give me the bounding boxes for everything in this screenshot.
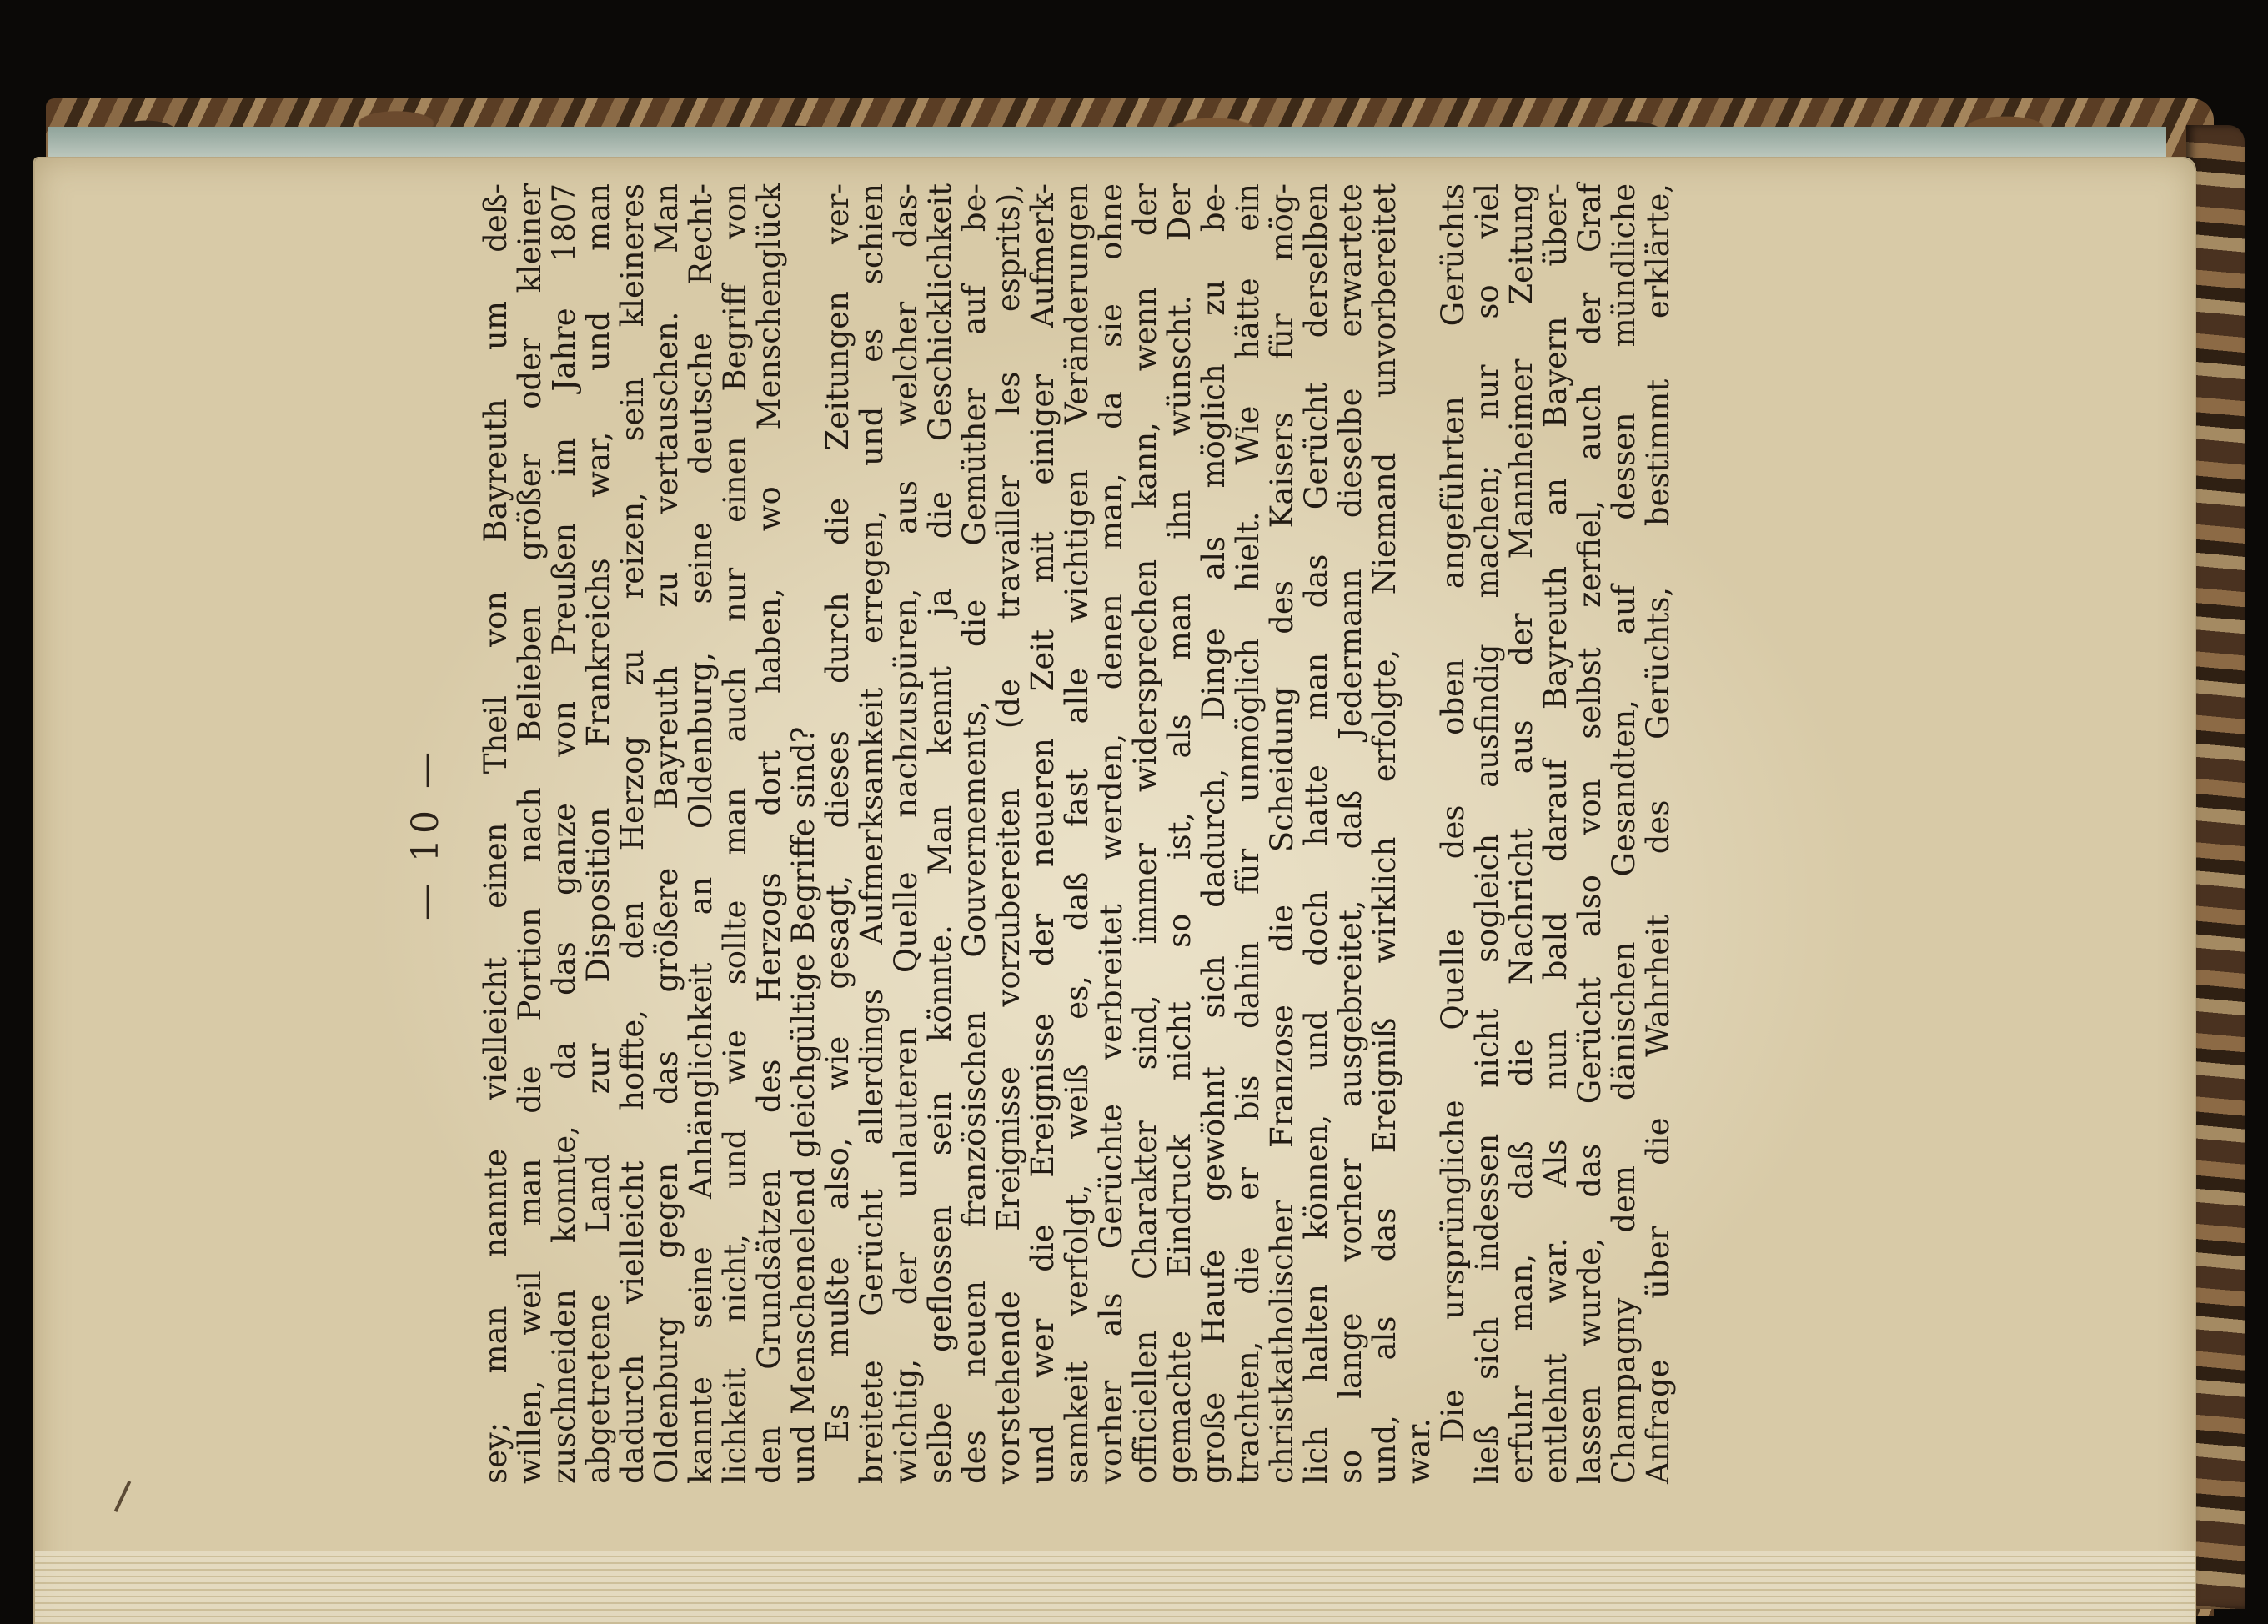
text-line: Es mußte also, wie gesagt, dieses durch die Zeitungen ver-	[820, 183, 856, 1442]
rotated-text-block	[404, 183, 1676, 1484]
text-line: lichkeit nicht, und wie sollte man auch nur einen Begriff von	[717, 183, 753, 1484]
text-line: dadurch vielleicht hoffte, den Herzog zu reizen, sein kleineres	[615, 183, 650, 1484]
text-line: sey; man nannte vielleicht einen Theil von Bayreuth um deß-	[478, 183, 514, 1484]
text-line: breitete Gerücht allerdings Aufmerksamkeit erregen, und es schien	[854, 183, 890, 1484]
cover-edge-right	[2186, 125, 2245, 1609]
text-line: Oldenburg gegen das größere Bayreuth zu vertauschen. Man	[649, 183, 685, 1484]
text-line: entlehnt war. Als nun bald darauf Bayreuth an Bayern über-	[1538, 183, 1573, 1484]
text-line: Champagny dem dänischen Gesandten, auf dessen mündliche	[1606, 183, 1642, 1484]
body-text	[479, 183, 1675, 1484]
text-line: wichtig, der unlauteren Quelle nachzuspüren, aus welcher das-	[888, 183, 924, 1484]
text-line: samkeit verfolgt, weiß es, daß fast alle wichtigen Veränderungen	[1059, 183, 1095, 1484]
text-line: Anfrage über die Wahrheit des Gerüchts, bestimmt erklärte,	[1640, 183, 1676, 1484]
text-line: officiellen Charakter sind, immer widersprechen kann, wenn der	[1127, 183, 1163, 1484]
text-line: große Haufe gewöhnt sich dadurch, Dinge als möglich zu be-	[1196, 183, 1232, 1484]
text-line: gemachte Eindruck nicht so ist, als man ihn wünscht. Der	[1162, 183, 1197, 1484]
text-line: vorher als Gerüchte verbreitet werden, denen man, da sie ohne	[1093, 183, 1129, 1484]
text-line: zuschneiden konnte, da das ganze von Preußen im Jahre 1807	[546, 183, 582, 1484]
text-line: lich halten können, und doch hatte man das Gerücht derselben	[1298, 183, 1334, 1484]
text-line: willen, weil man die Portion nach Belieben größer oder kleiner	[512, 183, 548, 1484]
text-line: Die ursprüngliche Quelle des oben angeführten Gerüchts	[1435, 183, 1471, 1442]
text-line: christkatholischer Franzose die Scheidung des Kaisers für mög-	[1264, 183, 1300, 1484]
text-line: und wer die Ereignisse der neueren Zeit mit einiger Aufmerk-	[1025, 183, 1061, 1484]
text-line: abgetretene Land zur Disposition Frankreichs war, und man	[580, 183, 616, 1484]
text-line: vorstehende Ereignisse vorzubereiten (de travailler les esprits),	[991, 183, 1026, 1484]
text-line: so lange vorher ausgebreitet, daß Jedermann dieselbe erwartete	[1332, 183, 1368, 1484]
text-line: erfuhr man, daß die Nachricht aus der Mannheimer Zeitung	[1503, 183, 1539, 1484]
text-line: kannte seine Anhänglichkeit an Oldenburg, seine deutsche Recht-	[683, 183, 719, 1484]
text-line: und, als das Ereigniß wirklich erfolgte, Niemand unvorbereitet	[1367, 183, 1402, 1484]
text-line: ließ sich indessen nicht sogleich ausfindig machen; nur so viel	[1469, 183, 1505, 1484]
text-line: und Menschenelend gleichgültige Begriffe sind?	[785, 726, 821, 1484]
page-number: — 10 —	[404, 747, 447, 920]
page-stack-edge	[35, 1551, 2195, 1624]
text-line: des neuen französischen Gouvernements, die Gemüther auf be-	[956, 183, 992, 1484]
text-line: trachten, die er bis dahin für unmöglich hielt. Wie hätte ein	[1230, 183, 1266, 1484]
text-line: war.	[1401, 1417, 1437, 1484]
text-line: lassen wurde, das Gerücht also von selbst zerfiel, auch der Graf	[1572, 183, 1608, 1484]
text-line: selbe geflossen sein könnte. Man kennt ja die Geschicklichkeit	[922, 183, 958, 1484]
text-line: den Grundsätzen des Herzogs dort haben, wo Menschenglück	[751, 183, 787, 1484]
